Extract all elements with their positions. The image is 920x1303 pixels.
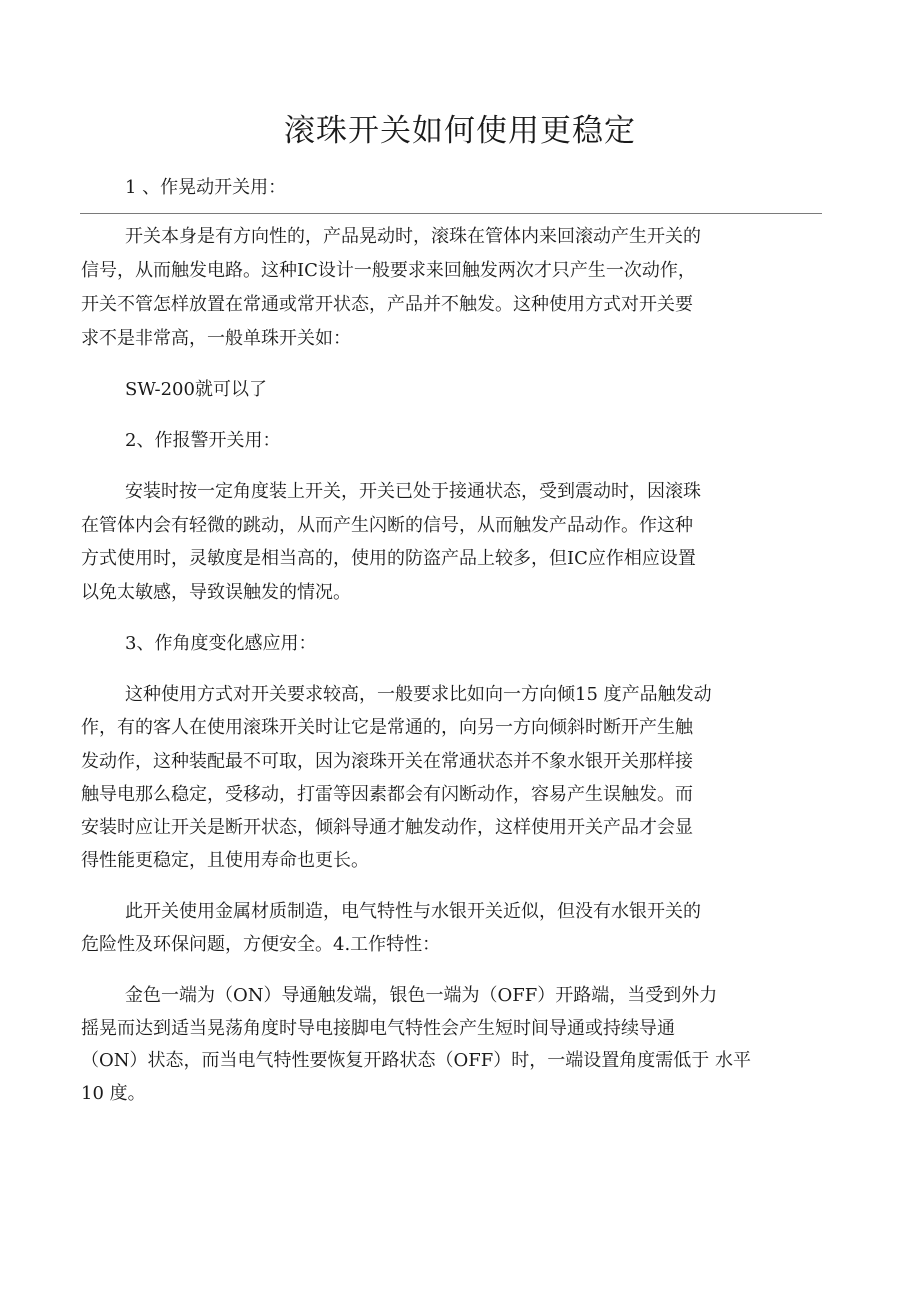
paragraph-line: 这种使用方式对开关要求较高，一般要求比如向一方向倾15 度产品触发动 [125, 684, 712, 705]
section-heading-1: 1 、作晃动开关用： [125, 177, 287, 198]
paragraph-line: 安装时应让开关是断开状态，倾斜导通才触发动作，这样使用开关产品才会显 [81, 817, 693, 838]
paragraph-line: 求不是非常高，一般单珠开关如： [81, 328, 351, 349]
model-note: SW-200就可以了 [125, 379, 267, 400]
paragraph-line: （ON）状态，而当电气特性要恢复开路状态（OFF）时，一端设置角度需低于 水平 [81, 1050, 751, 1071]
paragraph-line: 以免太敏感，导致误触发的情况。 [81, 582, 351, 603]
paragraph-line: 开关不管怎样放置在常通或常开状态，产品并不触发。这种使用方式对开关要 [81, 294, 693, 315]
paragraph-line: 危险性及环保问题，方便安全。4.工作特性： [81, 934, 441, 955]
section-heading-3: 3、作角度变化感应用： [125, 633, 317, 654]
paragraph-line: 发动作，这种装配最不可取，因为滚珠开关在常通状态并不象水银开关那样接 [81, 751, 693, 772]
paragraph-line: 安装时按一定角度装上开关，开关已处于接通状态，受到震动时，因滚珠 [125, 481, 701, 502]
paragraph-line: 开关本身是有方向性的，产品晃动时，滚珠在管体内来回滚动产生开关的 [125, 226, 701, 247]
paragraph-line: 得性能更稳定，且使用寿命也更长。 [81, 850, 369, 871]
paragraph-line: 金色一端为（ON）导通触发端，银色一端为（OFF）开路端，当受到外力 [125, 985, 718, 1006]
paragraph-line: 摇晃而达到适当晃荡角度时导电接脚电气特性会产生短时间导通或持续导通 [81, 1018, 675, 1039]
header-divider [80, 213, 822, 214]
paragraph-line: 10 度。 [81, 1083, 146, 1104]
paragraph-line: 此开关使用金属材质制造，电气特性与水银开关近似，但没有水银开关的 [125, 901, 701, 922]
page-title: 滚珠开关如何使用更稳定 [284, 113, 636, 149]
paragraph-line: 方式使用时，灵敏度是相当高的，使用的防盗产品上较多，但IC应作相应设置 [81, 548, 696, 569]
paragraph-line: 作，有的客人在使用滚珠开关时让它是常通的，向另一方向倾斜时断开产生触 [81, 717, 693, 738]
paragraph-line: 触导电那么稳定，受移动，打雷等因素都会有闪断动作，容易产生误触发。而 [81, 784, 693, 805]
section-heading-2: 2、作报警开关用： [125, 430, 281, 451]
paragraph-line: 信号，从而触发电路。这种IC设计一般要求来回触发两次才只产生一次动作， [81, 260, 696, 281]
paragraph-line: 在管体内会有轻微的跳动，从而产生闪断的信号，从而触发产品动作。作这种 [81, 515, 693, 536]
